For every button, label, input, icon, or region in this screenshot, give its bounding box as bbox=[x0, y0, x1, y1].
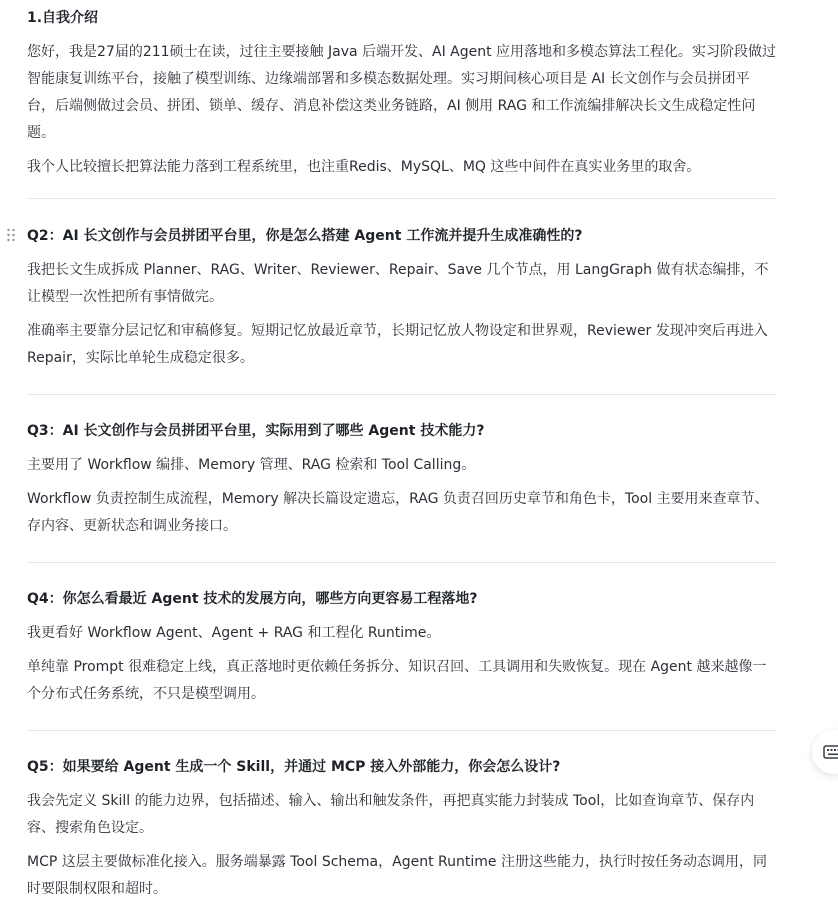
section-heading: 1.自我介绍 bbox=[27, 10, 99, 26]
answer-paragraph: 我把长文生成拆成 Planner、RAG、Writer、Reviewer、Repair、Save 几个节点，用 LangGraph 做有状态编排，不让模型一次性把所有事情做完。 bbox=[27, 262, 769, 305]
qa-section-q4 bbox=[27, 563, 777, 708]
qa-section-q3 bbox=[27, 395, 777, 540]
answer-paragraph: 主要用了 Workflow 编排、Memory 管理、RAG 检索和 Tool Calling。 bbox=[27, 457, 476, 473]
answer-paragraph: 准确率主要靠分层记忆和审稿修复。短期记忆放最近章节，长期记忆放人物设定和世界观，Reviewer 发现冲突后再进入 Repair，实际比单轮生成稳定很多。 bbox=[27, 323, 768, 366]
answer-paragraph: Workflow 负责控制生成流程，Memory 解决长篇设定遗忘，RAG 负责召回历史章节和角色卡，Tool 主要用来查章节、存内容、更新状态和调业务接口。 bbox=[27, 491, 769, 534]
question-heading: Q5：如果要给 Agent 生成一个 Skill，并通过 MCP 接入外部能力，你会怎么设计? bbox=[27, 759, 561, 775]
qa-section-q2 bbox=[27, 199, 777, 372]
drag-handle-icon[interactable] bbox=[6, 228, 16, 242]
answer-paragraph: MCP 这层主要做标准化接入。服务端暴露 Tool Schema，Agent Runtime 注册这些能力，执行时按任务动态调用，同时要限制权限和超时。 bbox=[27, 854, 767, 897]
qa-section-q5 bbox=[27, 731, 777, 903]
answer-paragraph: 我更看好 Workflow Agent、Agent + RAG 和工程化 Runtime。 bbox=[27, 625, 441, 641]
keyboard-icon bbox=[823, 745, 838, 759]
drag-handle-icon bbox=[6, 228, 16, 242]
paragraph: 我个人比较擅长把算法能力落到工程系统里，也注重Redis、MySQL、MQ 这些中间件在真实业务里的取舍。 bbox=[27, 159, 701, 175]
document-body bbox=[27, 0, 777, 903]
intro-section bbox=[27, 0, 777, 181]
paragraph: 您好，我是27届的211硕士在读，过往主要接触 Java 后端开发、AI Agent 应用落地和多模态算法工程化。实习阶段做过智能康复训练平台，接触了模型训练、边缘端部署和多模态数据处理。实习期间核心项目是 AI 长文创作与会员拼团平台，后端侧做过会员、拼团、锁单、缓存、消息补偿这类业务链路，AI 侧用 RAG 和工作流编排解决长文生成稳定性问题。 bbox=[27, 44, 777, 141]
question-heading: Q4：你怎么看最近 Agent 技术的发展方向，哪些方向更容易工程落地? bbox=[27, 591, 478, 607]
question-heading: Q3：AI 长文创作与会员拼团平台里，实际用到了哪些 Agent 技术能力? bbox=[27, 423, 485, 439]
keyboard-button[interactable] bbox=[812, 730, 838, 774]
answer-paragraph: 单纯靠 Prompt 很难稳定上线，真正落地时更依赖任务拆分、知识召回、工具调用和失败恢复。现在 Agent 越来越像一个分布式任务系统，不只是模型调用。 bbox=[27, 659, 767, 702]
answer-paragraph: 我会先定义 Skill 的能力边界，包括描述、输入、输出和触发条件，再把真实能力封装成 Tool，比如查询章节、保存内容、搜索角色设定。 bbox=[27, 793, 755, 836]
question-heading: Q2：AI 长文创作与会员拼团平台里，你是怎么搭建 Agent 工作流并提升生成准确性的? bbox=[27, 228, 583, 244]
